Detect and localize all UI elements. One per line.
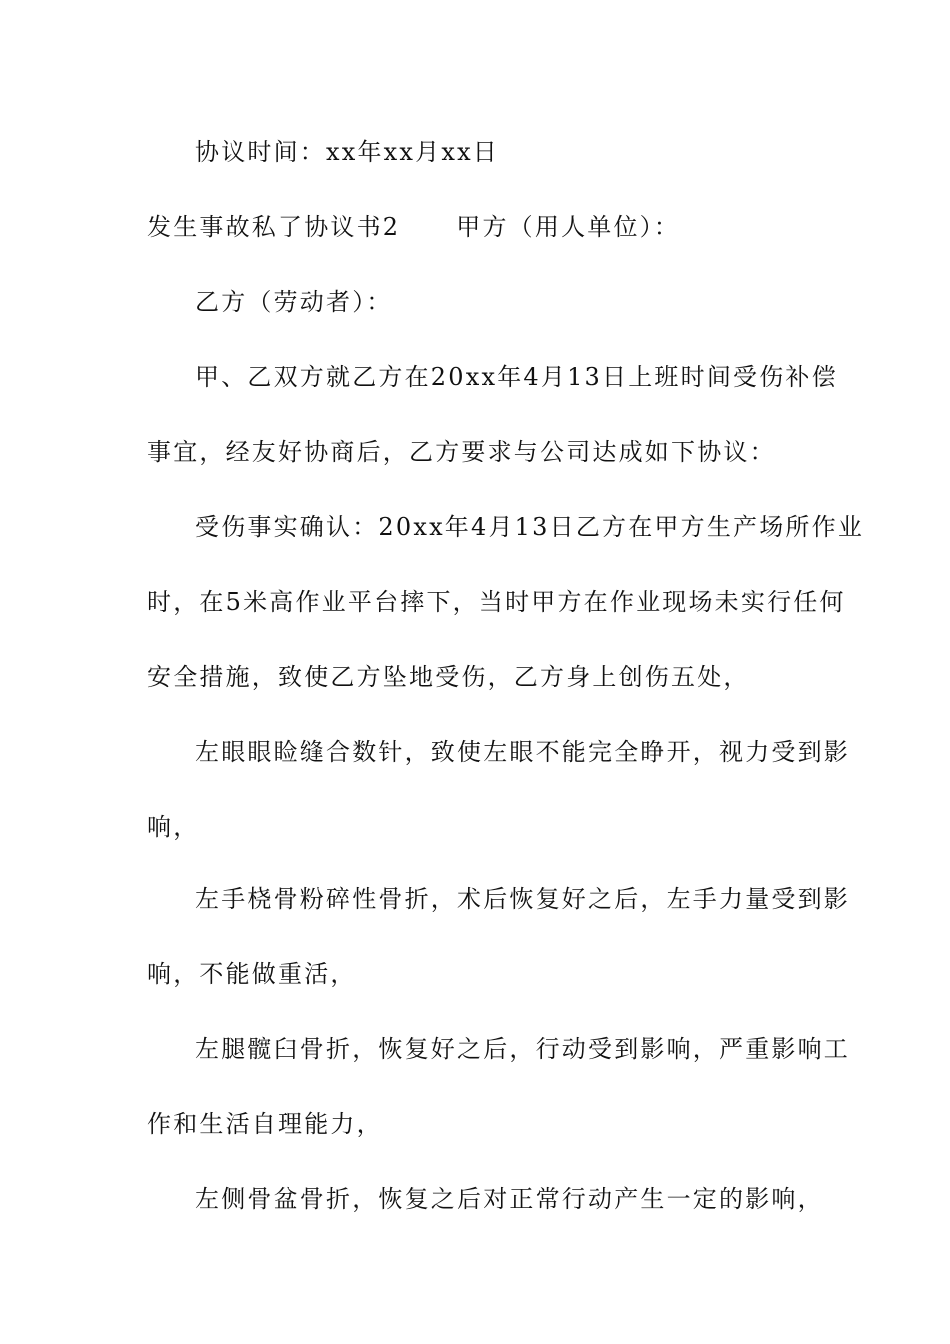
paragraph-line: 时，在5米高作业平台摔下，当时甲方在作业现场未实行任何 — [147, 588, 846, 616]
paragraph-line: 左手桡骨粉碎性骨折，术后恢复好之后，左手力量受到影 — [195, 885, 850, 913]
paragraph-line: 受伤事实确认：20xx年4月13日乙方在甲方生产场所作业 — [195, 513, 865, 541]
paragraph-line: 响，不能做重活， — [147, 960, 357, 988]
paragraph-line: 作和生活自理能力， — [147, 1110, 383, 1138]
paragraph-line: 安全措施，致使乙方坠地受伤，乙方身上创伤五处， — [147, 663, 750, 691]
paragraph-line: 左侧骨盆骨折，恢复之后对正常行动产生一定的影响， — [195, 1185, 824, 1213]
paragraph-line: 事宜，经友好协商后，乙方要求与公司达成如下协议： — [147, 438, 776, 466]
party-b-label: 乙方（劳动者）： — [195, 288, 393, 316]
document-title: 发生事故私了协议书2 — [147, 213, 401, 241]
agreement-date-line: 协议时间：xx年xx月xx日 — [195, 138, 500, 166]
title-and-party-a-line — [147, 212, 680, 242]
party-a-label: 甲方（用人单位）： — [456, 213, 681, 241]
paragraph-line: 左眼眼睑缝合数针，致使左眼不能完全睁开，视力受到影 — [195, 738, 850, 766]
paragraph-line: 左腿髋臼骨折，恢复好之后，行动受到影响，严重影响工 — [195, 1035, 850, 1063]
paragraph-line: 甲、乙双方就乙方在20xx年4月13日上班时间受伤补偿 — [195, 363, 838, 391]
paragraph-line: 响， — [147, 813, 200, 841]
